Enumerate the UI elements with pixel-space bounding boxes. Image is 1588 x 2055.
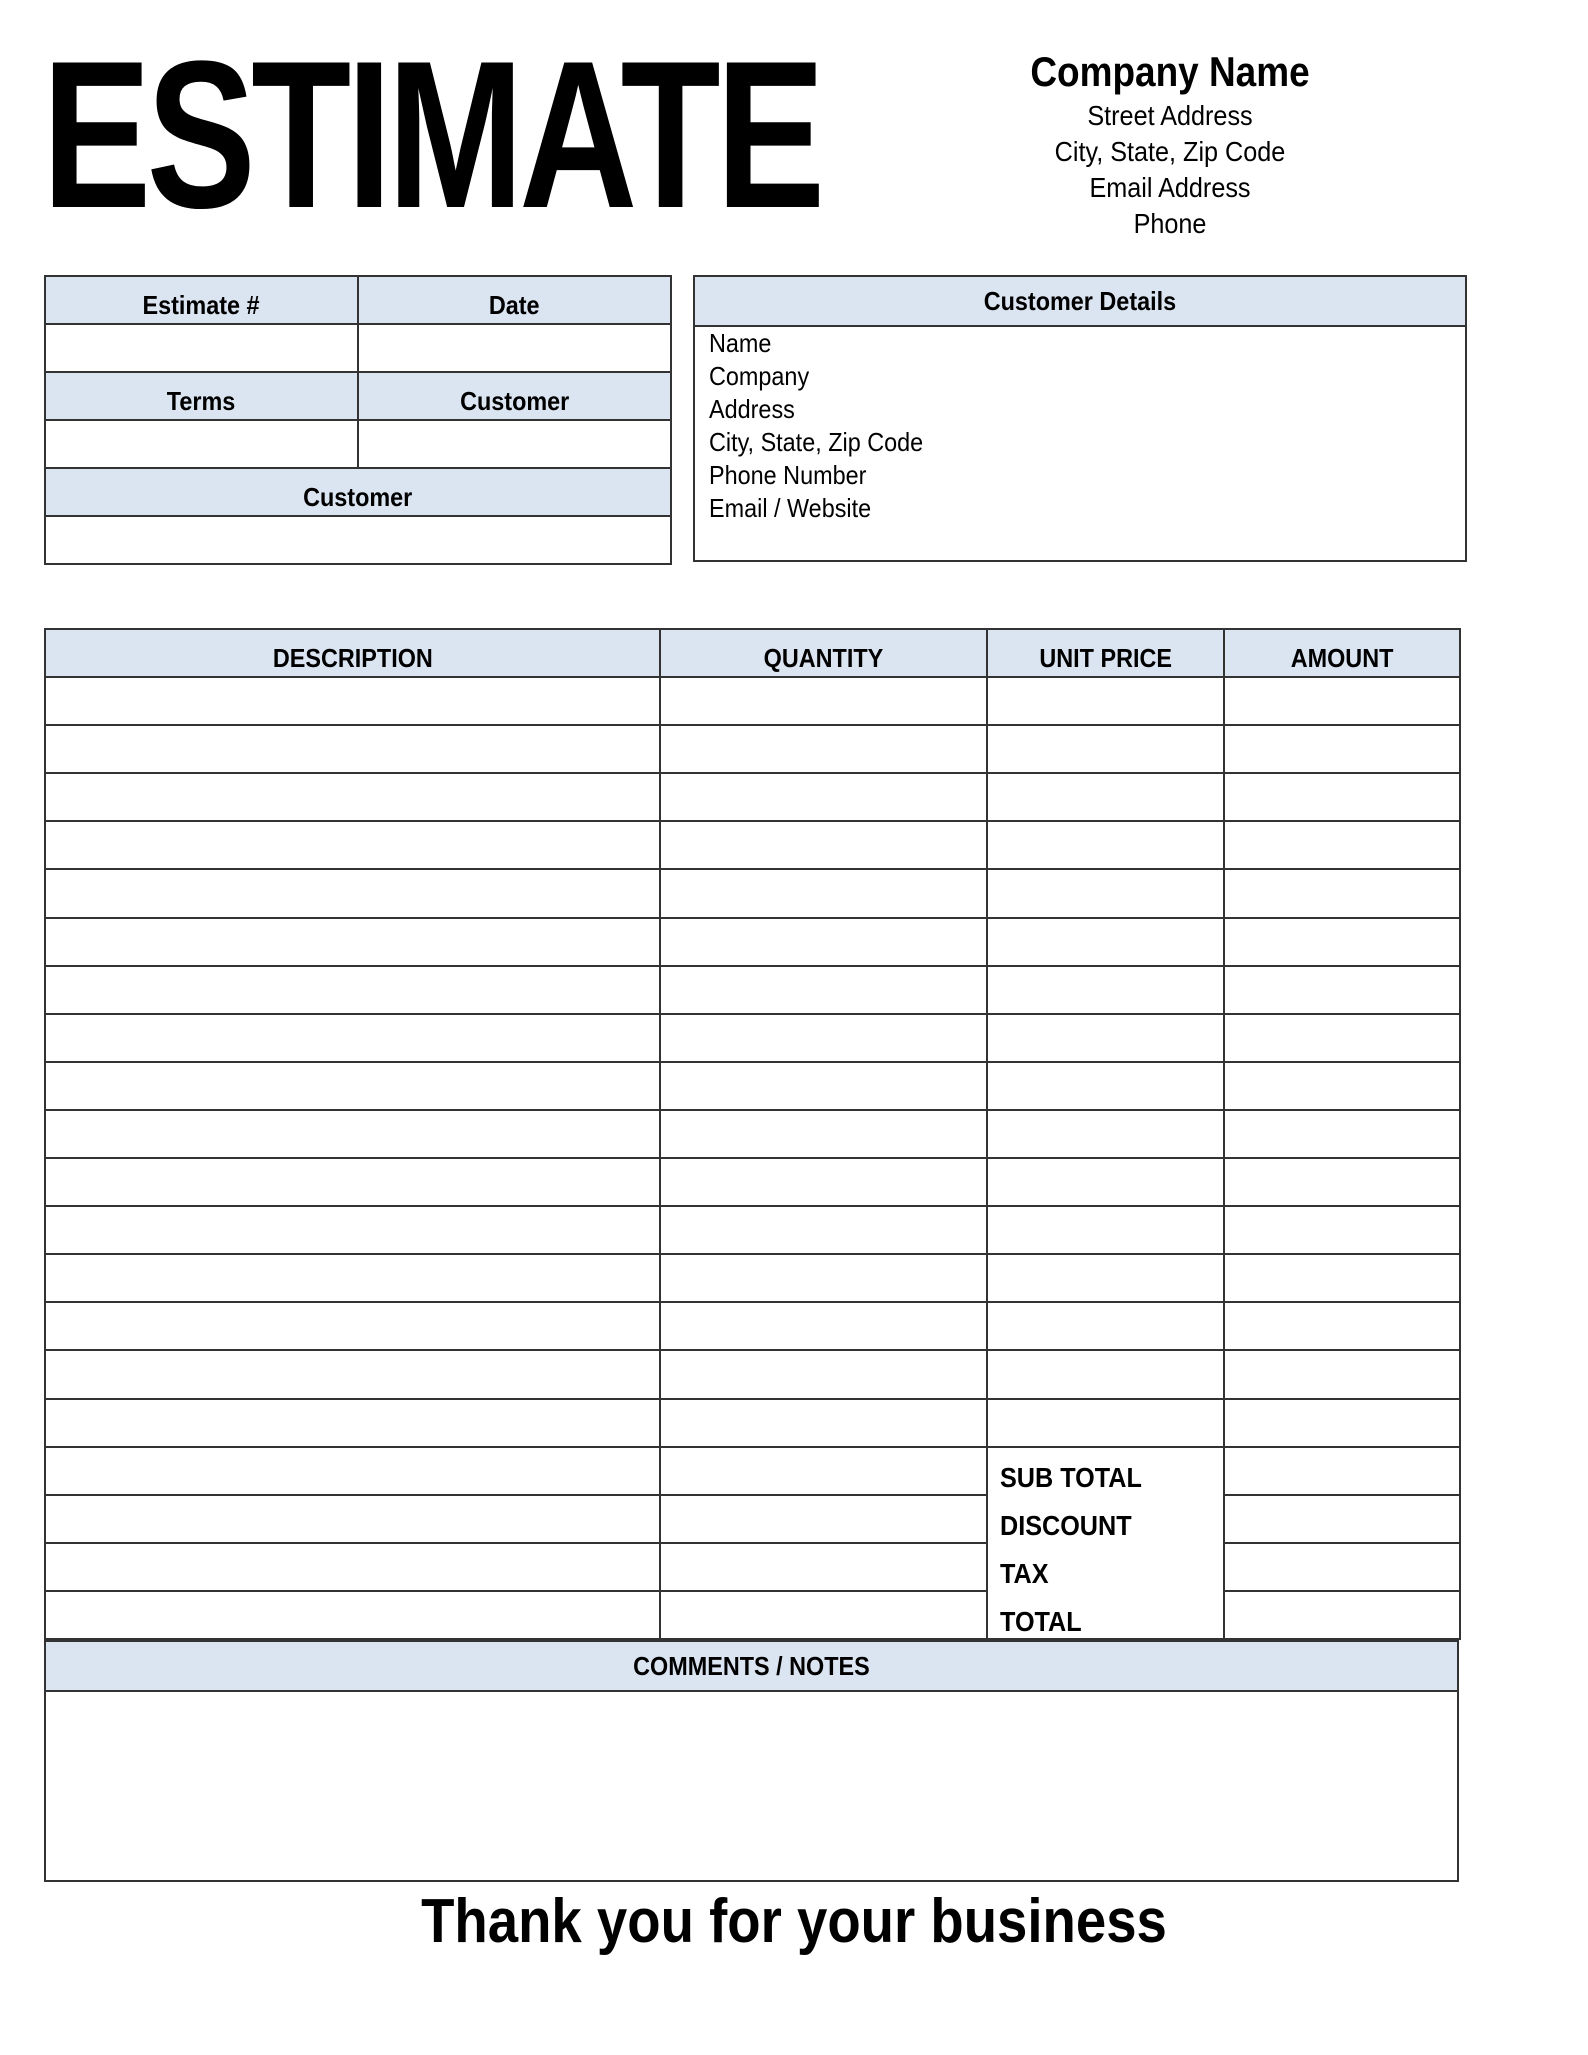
quantity-cell[interactable] bbox=[660, 677, 987, 725]
quantity-cell[interactable] bbox=[660, 1254, 987, 1302]
description-cell[interactable] bbox=[45, 677, 660, 725]
quantity-cell[interactable] bbox=[660, 1302, 987, 1350]
total-label: TOTAL bbox=[987, 1591, 1224, 1639]
amount-cell[interactable] bbox=[1224, 1110, 1460, 1158]
customer-field[interactable] bbox=[358, 420, 671, 468]
quantity-cell[interactable] bbox=[660, 773, 987, 821]
table-row bbox=[45, 773, 1460, 821]
amount-cell[interactable] bbox=[1224, 1158, 1460, 1206]
company-city-state-zip: City, State, Zip Code bbox=[1054, 136, 1286, 167]
unit-price-cell[interactable] bbox=[987, 869, 1224, 917]
quantity-cell[interactable] bbox=[660, 966, 987, 1014]
estimate-info-table bbox=[44, 275, 672, 565]
unit-price-cell[interactable] bbox=[987, 677, 1224, 725]
unit-price-cell[interactable] bbox=[987, 821, 1224, 869]
description-cell[interactable] bbox=[45, 869, 660, 917]
table-row bbox=[45, 1206, 1460, 1254]
quantity-cell[interactable] bbox=[660, 1350, 987, 1398]
description-cell[interactable] bbox=[45, 1399, 660, 1447]
amount-cell[interactable] bbox=[1224, 918, 1460, 966]
quantity-cell[interactable] bbox=[660, 918, 987, 966]
discount-label: DISCOUNT bbox=[987, 1495, 1224, 1543]
table-row bbox=[45, 1350, 1460, 1398]
amount-column-header: AMOUNT bbox=[1224, 629, 1460, 677]
quantity-cell[interactable] bbox=[660, 1014, 987, 1062]
tax-row bbox=[45, 1543, 1460, 1591]
table-row bbox=[45, 1399, 1460, 1447]
description-column-header: DESCRIPTION bbox=[45, 629, 660, 677]
quantity-cell[interactable] bbox=[660, 1206, 987, 1254]
description-cell[interactable] bbox=[45, 1495, 660, 1543]
amount-cell[interactable] bbox=[1224, 1206, 1460, 1254]
table-row bbox=[45, 677, 1460, 725]
customer-header: Customer bbox=[358, 372, 671, 420]
unit-price-cell[interactable] bbox=[987, 1206, 1224, 1254]
table-row bbox=[45, 966, 1460, 1014]
date-field[interactable] bbox=[358, 324, 671, 372]
amount-cell[interactable] bbox=[1224, 1302, 1460, 1350]
amount-cell[interactable] bbox=[1224, 966, 1460, 1014]
table-row bbox=[45, 1158, 1460, 1206]
table-row bbox=[45, 1254, 1460, 1302]
table-row bbox=[45, 869, 1460, 917]
company-phone: Phone bbox=[1133, 208, 1207, 239]
description-cell[interactable] bbox=[45, 1206, 660, 1254]
terms-field[interactable] bbox=[45, 420, 358, 468]
subtotal-row bbox=[45, 1447, 1460, 1495]
unit-price-cell[interactable] bbox=[987, 1302, 1224, 1350]
total-row bbox=[45, 1591, 1460, 1639]
company-email: Email Address bbox=[1089, 172, 1251, 203]
quantity-cell[interactable] bbox=[660, 1543, 987, 1591]
unit-price-cell[interactable] bbox=[987, 725, 1224, 773]
quantity-cell[interactable] bbox=[660, 1447, 987, 1495]
thank-you-message: Thank you for your business bbox=[421, 1887, 1167, 1956]
quantity-cell[interactable] bbox=[660, 725, 987, 773]
table-row bbox=[45, 1302, 1460, 1350]
company-block bbox=[960, 46, 1380, 242]
customer-wide-field[interactable] bbox=[45, 516, 671, 564]
customer-phone-field[interactable]: Phone Number bbox=[709, 460, 867, 490]
customer-details-fields bbox=[695, 327, 1465, 525]
line-items-table bbox=[44, 628, 1461, 1640]
comments-field[interactable] bbox=[46, 1692, 1457, 1882]
unit-price-cell[interactable] bbox=[987, 1350, 1224, 1398]
customer-city-state-zip-field[interactable]: City, State, Zip Code bbox=[709, 427, 924, 457]
quantity-cell[interactable] bbox=[660, 821, 987, 869]
unit-price-cell[interactable] bbox=[987, 1014, 1224, 1062]
company-street: Street Address bbox=[1087, 100, 1253, 131]
description-cell[interactable] bbox=[45, 1302, 660, 1350]
unit-price-cell[interactable] bbox=[987, 966, 1224, 1014]
terms-header: Terms bbox=[45, 372, 358, 420]
table-row bbox=[45, 821, 1460, 869]
description-cell[interactable] bbox=[45, 918, 660, 966]
amount-cell[interactable] bbox=[1224, 677, 1460, 725]
quantity-cell[interactable] bbox=[660, 1399, 987, 1447]
description-cell[interactable] bbox=[45, 1110, 660, 1158]
amount-cell[interactable] bbox=[1224, 1062, 1460, 1110]
tax-label: TAX bbox=[987, 1543, 1224, 1591]
tax-amount-field[interactable] bbox=[1224, 1543, 1460, 1591]
total-amount-field[interactable] bbox=[1224, 1591, 1460, 1639]
unit-price-cell[interactable] bbox=[987, 1062, 1224, 1110]
quantity-cell[interactable] bbox=[660, 1062, 987, 1110]
amount-cell[interactable] bbox=[1224, 869, 1460, 917]
table-row bbox=[45, 1014, 1460, 1062]
amount-cell[interactable] bbox=[1224, 773, 1460, 821]
comments-header: COMMENTS / NOTES bbox=[46, 1642, 1457, 1692]
description-cell[interactable] bbox=[45, 966, 660, 1014]
unit-price-cell[interactable] bbox=[987, 773, 1224, 821]
customer-details-header: Customer Details bbox=[695, 277, 1465, 327]
amount-cell[interactable] bbox=[1224, 1014, 1460, 1062]
description-cell[interactable] bbox=[45, 1591, 660, 1639]
table-row bbox=[45, 725, 1460, 773]
discount-row bbox=[45, 1495, 1460, 1543]
quantity-cell[interactable] bbox=[660, 869, 987, 917]
customer-details-box bbox=[693, 275, 1467, 562]
estimate-number-field[interactable] bbox=[45, 324, 358, 372]
customer-email-website-field[interactable]: Email / Website bbox=[709, 493, 872, 523]
amount-cell[interactable] bbox=[1224, 821, 1460, 869]
amount-cell[interactable] bbox=[1224, 725, 1460, 773]
unit-price-cell[interactable] bbox=[987, 1158, 1224, 1206]
estimate-number-header: Estimate # bbox=[45, 276, 358, 324]
quantity-column-header: QUANTITY bbox=[660, 629, 987, 677]
discount-amount-field[interactable] bbox=[1224, 1495, 1460, 1543]
description-cell[interactable] bbox=[45, 821, 660, 869]
description-cell[interactable] bbox=[45, 1062, 660, 1110]
date-header: Date bbox=[358, 276, 671, 324]
table-row bbox=[45, 1110, 1460, 1158]
unit-price-cell[interactable] bbox=[987, 1399, 1224, 1447]
table-row bbox=[45, 1062, 1460, 1110]
quantity-cell[interactable] bbox=[660, 1591, 987, 1639]
quantity-cell[interactable] bbox=[660, 1495, 987, 1543]
table-row bbox=[45, 918, 1460, 966]
quantity-cell[interactable] bbox=[660, 1110, 987, 1158]
customer-name-field[interactable]: Name bbox=[709, 328, 772, 358]
unit-price-column-header: UNIT PRICE bbox=[987, 629, 1224, 677]
description-cell[interactable] bbox=[45, 1447, 660, 1495]
subtotal-label: SUB TOTAL bbox=[987, 1447, 1224, 1495]
customer-address-field[interactable]: Address bbox=[709, 394, 795, 424]
unit-price-cell[interactable] bbox=[987, 1254, 1224, 1302]
customer-company-field[interactable]: Company bbox=[709, 361, 810, 391]
description-cell[interactable] bbox=[45, 1254, 660, 1302]
amount-cell[interactable] bbox=[1224, 1350, 1460, 1398]
description-cell[interactable] bbox=[45, 1158, 660, 1206]
quantity-cell[interactable] bbox=[660, 1158, 987, 1206]
description-cell[interactable] bbox=[45, 1014, 660, 1062]
document-title: ESTIMATE bbox=[42, 17, 821, 252]
amount-cell[interactable] bbox=[1224, 1399, 1460, 1447]
customer-wide-header: Customer bbox=[45, 468, 671, 516]
comments-box bbox=[44, 1640, 1459, 1882]
description-cell[interactable] bbox=[45, 725, 660, 773]
description-cell[interactable] bbox=[45, 1350, 660, 1398]
amount-cell[interactable] bbox=[1224, 1254, 1460, 1302]
unit-price-cell[interactable] bbox=[987, 1110, 1224, 1158]
company-name: Company Name bbox=[1030, 48, 1310, 95]
unit-price-cell[interactable] bbox=[987, 918, 1224, 966]
subtotal-amount-field[interactable] bbox=[1224, 1447, 1460, 1495]
description-cell[interactable] bbox=[45, 773, 660, 821]
description-cell[interactable] bbox=[45, 1543, 660, 1591]
